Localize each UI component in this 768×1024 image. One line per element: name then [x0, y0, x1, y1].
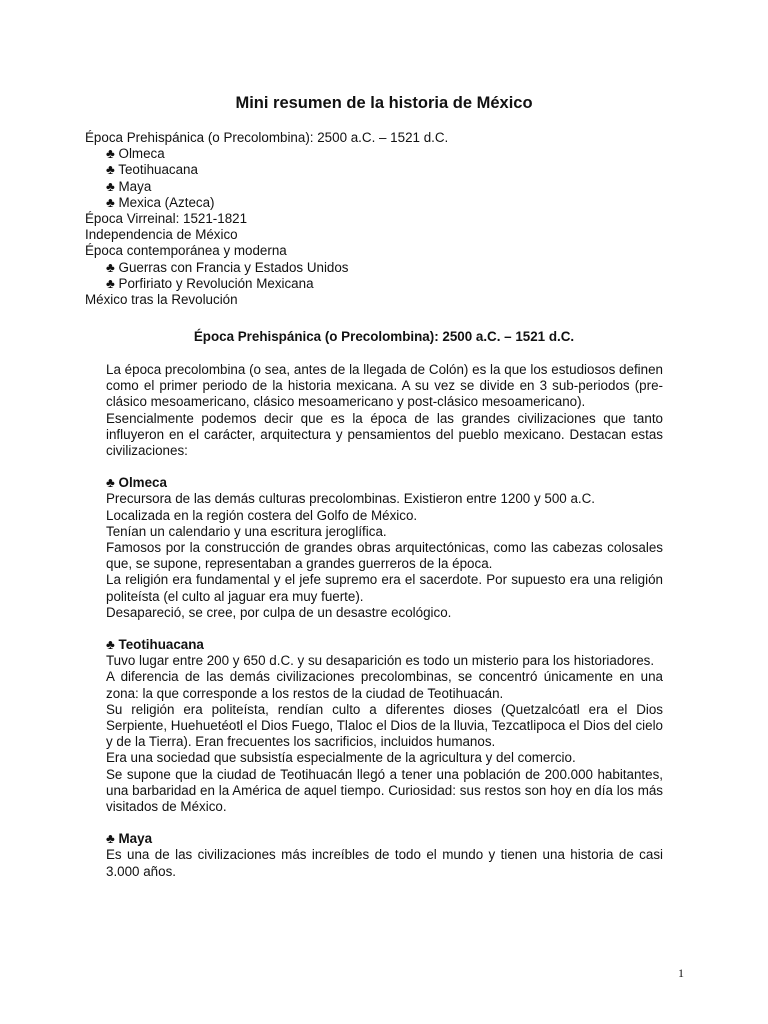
toc-subitem: ♣ Maya [106, 178, 152, 194]
toc-item: Independencia de México [85, 227, 238, 243]
club-bullet-icon: ♣ [106, 831, 115, 847]
paragraph: Precursora de las demás culturas precolombinas. Existieron entre 1200 y 500 a.C. [106, 491, 596, 507]
intro-paragraph: La época precolombina (o sea, antes de la llegada de Colón) es la que los estudiosos definen como el primer periodo de la historia mexicana. A su vez se divide en 3 sub-periodos (pre-clásico mesoamericano, clásico mesoamericano y post-clásico mesoamericano). [106, 362, 663, 410]
paragraph: Era una sociedad que subsistía especialmente de la agricultura y del comercio. [106, 750, 576, 766]
paragraph: Localizada en la región costera del Golfo de México. [106, 507, 418, 523]
toc-item: México tras la Revolución [85, 292, 238, 308]
toc-item: Época contemporánea y moderna [85, 243, 287, 259]
paragraph: Desapareció, se cree, por culpa de un desastre ecológico. [106, 604, 452, 620]
page-number: 1 [678, 966, 684, 980]
club-bullet-icon: ♣ [106, 162, 115, 178]
paragraph: A diferencia de las demás civilizaciones precolombinas, se concentró únicamente en una zona: la que corresponde a los restos de la ciudad de Teotihuacán. [106, 669, 663, 701]
club-bullet-icon: ♣ [106, 146, 115, 162]
toc-subitem: ♣ Porfiriato y Revolución Mexicana [106, 275, 314, 291]
paragraph: Se supone que la ciudad de Teotihuacán llegó a tener una población de 200.000 habitantes, una barbaridad en la América de aquel tiempo. Curiosidad: sus restos son hoy en día los más visitados de México. [106, 766, 663, 815]
club-bullet-icon: ♣ [106, 178, 115, 194]
toc-subitem: ♣ Olmeca [106, 146, 165, 162]
subsection-heading-maya: ♣ Maya [106, 831, 153, 847]
paragraph: Su religión era politeísta, rendían culto a diferentes dioses (Quetzalcóatl era el Dios Serpiente, Huehuetéotl el Dios Fuego, Tlaloc el Dios de la lluvia, Tezcatlipoca el Dios del cielo y de la Tierra). Eran frecuentes los sacrificios, incluidos humanos. [106, 701, 663, 750]
section-heading: Época Prehispánica (o Precolombina): 2500 a.C. – 1521 d.C. [193, 329, 575, 344]
club-bullet-icon: ♣ [106, 275, 115, 291]
toc-item: Época Virreinal: 1521-1821 [85, 211, 248, 227]
toc-subitem: ♣ Mexica (Azteca) [106, 194, 215, 210]
intro-paragraph: Esencialmente podemos decir que es la época de las grandes civilizaciones que tanto influyeron en el carácter, arquitectura y pensamientos del pueblo mexicano. Destacan estas civilizaciones: [106, 410, 663, 459]
club-bullet-icon: ♣ [106, 475, 115, 491]
paragraph: Tenían un calendario y una escritura jeroglífica. [106, 523, 387, 539]
paragraph: La religión era fundamental y el jefe supremo era el sacerdote. Por supuesto era una religión politeísta (el culto al jaguar era muy fuerte). [106, 572, 663, 604]
toc-subitem: ♣ Teotihuacana [106, 162, 198, 178]
toc-subitem: ♣ Guerras con Francia y Estados Unidos [106, 259, 349, 275]
document-title: Mini resumen de la historia de México [235, 94, 533, 112]
paragraph: Famosos por la construcción de grandes obras arquitectónicas, como las cabezas colosales que, se supone, representaban a grandes guerreros de la época. [106, 540, 663, 572]
table-of-contents [85, 130, 685, 308]
subsection-heading-olmeca: ♣ Olmeca [106, 475, 167, 491]
subsection-heading-teotihuacana: ♣ Teotihuacana [106, 637, 204, 653]
toc-item: Época Prehispánica (o Precolombina): 2500 a.C. – 1521 d.C. [85, 130, 449, 145]
club-bullet-icon: ♣ [106, 259, 115, 275]
club-bullet-icon: ♣ [106, 194, 115, 210]
section-content [106, 362, 663, 880]
club-bullet-icon: ♣ [106, 637, 115, 653]
paragraph: Es una de las civilizaciones más increíbles de todo el mundo y tienen una historia de casi 3.000 años. [106, 847, 663, 879]
paragraph: Tuvo lugar entre 200 y 650 d.C. y su desaparición es todo un misterio para los historiadores. [106, 653, 655, 669]
